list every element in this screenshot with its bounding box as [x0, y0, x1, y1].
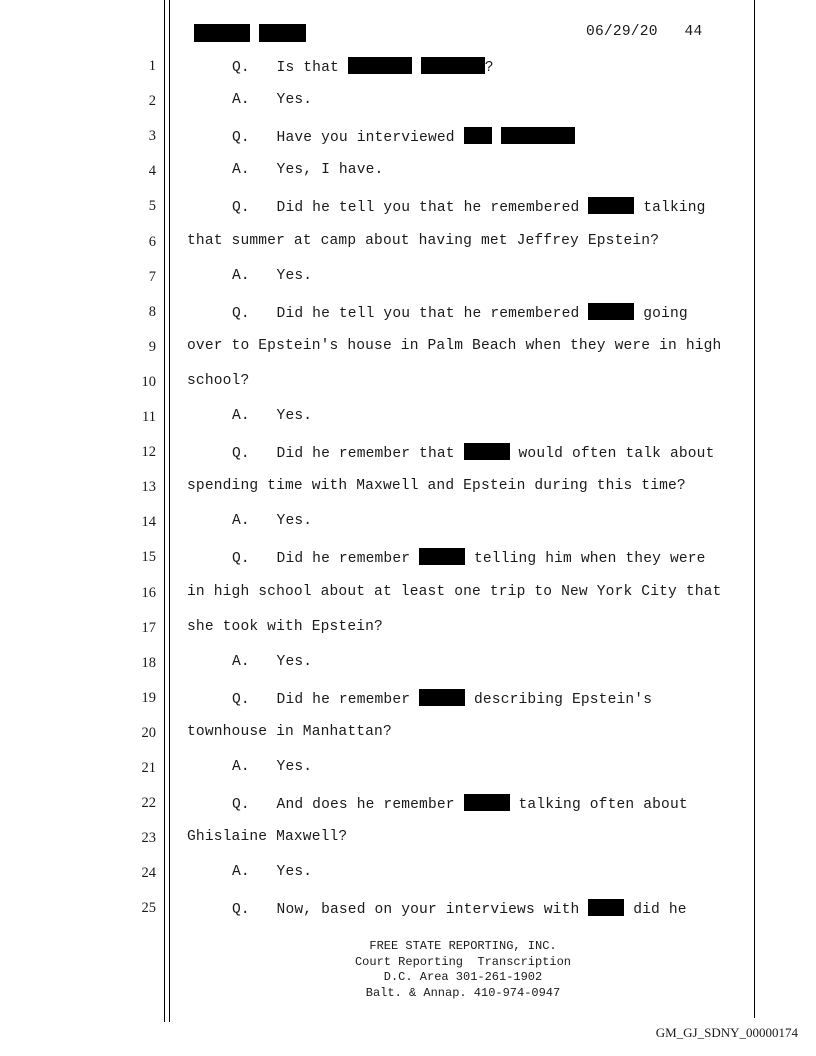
redaction-block — [588, 899, 624, 916]
line-number: 22 — [141, 795, 156, 812]
line-text-segment: Q. And does he remember — [232, 797, 464, 814]
redaction-block — [464, 127, 492, 144]
line-text-segment: A. Yes. — [232, 864, 313, 881]
line-number: 16 — [141, 584, 156, 601]
transcript-line — [232, 127, 575, 146]
redaction-block — [588, 303, 634, 320]
line-number: 1 — [148, 58, 156, 74]
redaction-block — [421, 57, 485, 74]
line-number: 17 — [141, 619, 156, 636]
redaction-block — [348, 57, 412, 74]
line-number: 13 — [141, 479, 156, 496]
transcript-line — [232, 92, 312, 108]
page-header — [194, 23, 714, 43]
line-number: 21 — [141, 760, 156, 776]
transcript-line — [232, 408, 312, 424]
transcript-line — [232, 864, 312, 880]
transcript-line — [187, 724, 392, 740]
transcript-line — [187, 829, 347, 845]
footer-balt-phone: Balt. & Annap. 410-974-0947 — [365, 985, 561, 1000]
line-text-segment: that summer at camp about having met Jeffrey Epstein? — [187, 232, 660, 249]
line-text-segment: Ghislaine Maxwell? — [187, 829, 348, 846]
line-number: 11 — [142, 409, 156, 425]
footer-company: FREE STATE REPORTING, INC. — [369, 939, 557, 953]
transcript-line — [232, 759, 312, 775]
line-number: 14 — [141, 514, 156, 531]
line-text-segment: talking often about — [509, 797, 688, 814]
line-number: 10 — [141, 373, 156, 390]
transcript-line — [232, 513, 312, 529]
transcript-line — [232, 689, 652, 708]
line-text-segment: she took with Epstein? — [187, 618, 383, 635]
line-text-segment: going — [634, 305, 688, 322]
line-number: 15 — [141, 549, 156, 566]
line-number: 3 — [148, 128, 156, 145]
line-number: 19 — [141, 689, 156, 706]
line-text-segment: did he — [624, 902, 687, 919]
transcript-line — [187, 233, 659, 249]
line-number: 9 — [148, 338, 156, 355]
left-margin-rule — [164, 0, 165, 1022]
line-text-segment: describing Epstein's — [465, 691, 653, 708]
header-page-number: 44 — [684, 24, 703, 40]
line-number: 23 — [141, 830, 156, 847]
line-number: 18 — [141, 654, 156, 671]
line-number: 7 — [148, 268, 156, 285]
line-text-segment: over to Epstein's house in Palm Beach when they were in high — [187, 337, 722, 354]
redaction-block — [419, 689, 465, 706]
transcript-line — [187, 478, 686, 494]
line-text-segment: Q. Did he remember — [232, 551, 420, 568]
transcript-line — [232, 197, 706, 216]
bates-number: GM_GJ_SDNY_00000174 — [655, 1025, 798, 1040]
line-text-segment: A. Yes. — [232, 513, 313, 530]
reporter-footer — [280, 939, 646, 1001]
transcript-line — [232, 794, 688, 813]
line-text-segment: Q. Did he remember — [232, 691, 420, 708]
line-text-segment: townhouse in Manhattan? — [187, 723, 392, 740]
line-number: 5 — [148, 198, 156, 215]
line-text-segment: talking — [634, 200, 706, 217]
line-number: 20 — [141, 724, 156, 741]
transcript-line — [187, 338, 721, 354]
transcript-line — [232, 548, 706, 567]
redaction-block — [259, 24, 306, 42]
line-text-segment: A. Yes. — [232, 759, 313, 775]
line-text-segment: Q. Did he remember that — [232, 446, 464, 463]
line-text-segment: Q. Did he tell you that he remembered — [232, 200, 589, 217]
line-text-segment: in high school about at least one trip to New York City that — [187, 583, 722, 600]
line-text-segment — [412, 60, 421, 76]
transcript-line — [187, 584, 721, 600]
line-number: 6 — [148, 233, 156, 250]
right-margin-rule — [754, 0, 755, 1018]
redaction-block — [464, 443, 510, 460]
line-text-segment: ? — [484, 60, 494, 76]
line-text-segment: A. Yes. — [232, 267, 313, 284]
line-text-segment: Q. Now, based on your interviews with — [232, 902, 589, 919]
redaction-block — [588, 197, 634, 214]
line-text-segment: would often talk about — [509, 446, 715, 463]
redaction-block — [501, 127, 575, 144]
transcript-line — [232, 303, 688, 322]
header-date-page — [586, 24, 702, 40]
line-number: 25 — [141, 900, 156, 917]
line-text-segment: A. Yes. — [232, 408, 313, 424]
transcript-line — [187, 373, 249, 389]
line-text-segment: Q. Did he tell you that he remembered — [232, 305, 589, 322]
redaction-block — [194, 24, 250, 42]
line-text-segment: telling him when they were — [465, 551, 706, 568]
line-number: 8 — [148, 303, 156, 320]
line-text-segment: Q. Have you interviewed — [232, 130, 464, 147]
transcript-line — [187, 619, 383, 635]
line-text-segment — [492, 130, 501, 146]
header-date: 06/29/20 — [586, 24, 658, 40]
line-text-segment: A. Yes. — [232, 92, 313, 109]
line-text-segment: A. Yes. — [232, 653, 313, 670]
transcript-line — [232, 57, 494, 76]
left-margin-rule-inner — [169, 0, 170, 1022]
transcript-line — [232, 443, 715, 462]
line-number: 2 — [148, 93, 156, 110]
transcript-line — [232, 899, 687, 918]
transcript-line — [232, 162, 383, 178]
footer-dc-phone: D.C. Area 301-261-1902 — [383, 970, 543, 984]
redaction-block — [464, 794, 510, 811]
line-number: 24 — [141, 865, 156, 882]
line-text-segment: A. Yes, I have. — [232, 162, 384, 179]
line-number: 4 — [148, 163, 156, 180]
redaction-block — [419, 548, 465, 565]
line-text-segment: spending time with Maxwell and Epstein during this time? — [187, 478, 686, 495]
line-text-segment: school? — [187, 372, 250, 389]
transcript-line — [232, 268, 312, 284]
line-number: 12 — [141, 444, 156, 461]
footer-services: Court Reporting Transcription — [354, 954, 572, 969]
line-text-segment: Q. Is that — [232, 60, 348, 76]
transcript-line — [232, 654, 312, 670]
